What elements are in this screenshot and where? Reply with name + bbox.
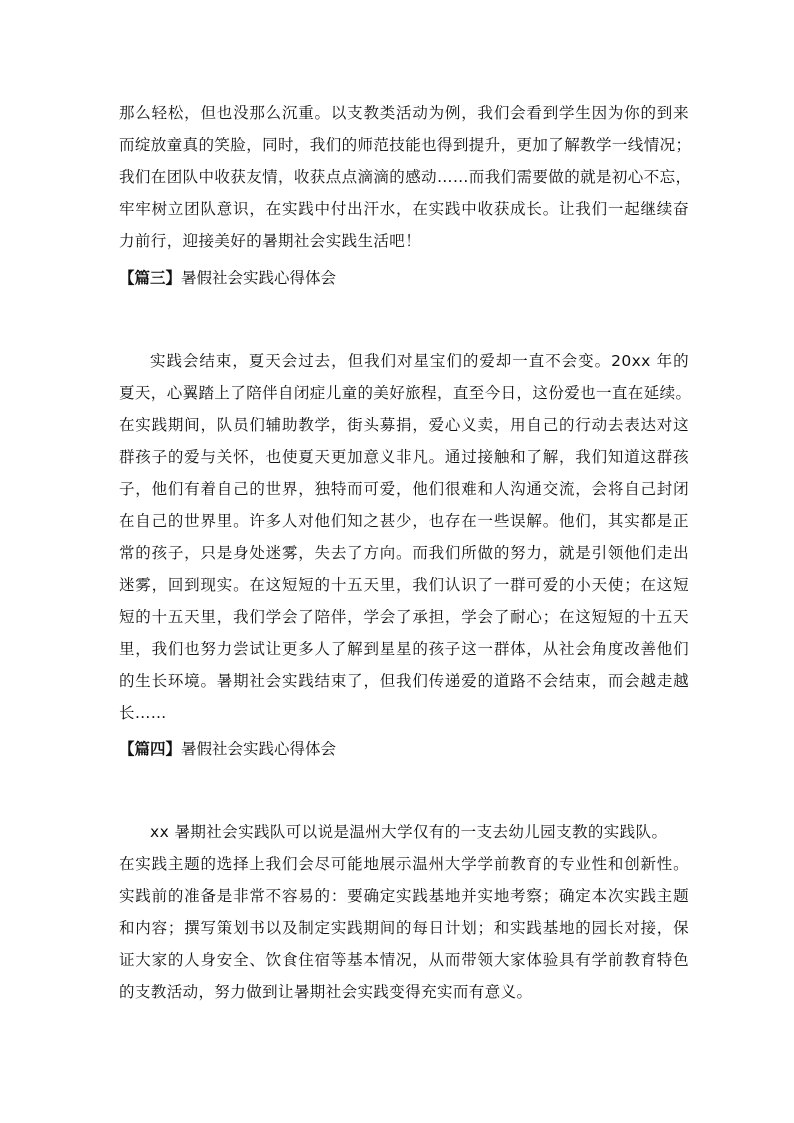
paragraph-line: 在实践期间，队员们辅助教学，街头募捐，爱心义卖，用自己的行动去表达对这 — [119, 416, 689, 434]
paragraph-line: 群孩子的爱与关怀，也使夏天更加意义非凡。通过接触和了解，我们知道这群孩 — [119, 448, 689, 466]
section-title: 暑假社会实践心得体会 — [181, 740, 337, 758]
section-tag: 【篇三】 — [119, 269, 182, 287]
paragraph-line: 短的十五天里，我们学会了陪伴，学会了承担，学会了耐心；在这短短的十五天 — [119, 608, 689, 626]
paragraph-line: 而绽放童真的笑脸，同时，我们的师范技能也得到提升，更加了解教学一线情况； — [119, 136, 692, 154]
section-title: 暑假社会实践心得体会 — [181, 269, 337, 287]
paragraph-line: 的生长环境。暑期社会实践结束了，但我们传递爱的道路不会结束，而会越走越 — [119, 672, 689, 690]
paragraph-line: 力前行，迎接美好的暑期社会实践生活吧！ — [119, 232, 422, 250]
intro-paragraph — [119, 97, 692, 257]
paragraph-line: 牢牢树立团队意识，在实践中付出汗水，在实践中收获成长。让我们一起继续奋 — [119, 200, 689, 218]
paragraph-line: 在实践主题的选择上我们会尽可能地展示温州大学学前教育的专业性和创新性。 — [119, 855, 689, 873]
paragraph-line: 子，他们有着自己的世界，独特而可爱，他们很难和人沟通交流，会将自己封闭 — [119, 480, 689, 498]
paragraph-line: 迷雾，回到现实。在这短短的十五天里，我们认识了一群可爱的小天使；在这短 — [119, 576, 689, 594]
paragraph-line: 的支教活动，努力做到让暑期社会实践变得充实而有意义。 — [119, 983, 533, 1001]
paragraph-line: 实践会结束，夏天会过去，但我们对星宝们的爱却一直不会变。20xx 年的 — [150, 352, 689, 370]
paragraph-line: xx 暑期社会实践队可以说是温州大学仅有的一支去幼儿园支教的实践队。 — [150, 823, 668, 841]
paragraph-line: 在自己的世界里。许多人对他们知之甚少，也存在一些误解。他们，其实都是正 — [119, 512, 689, 530]
paragraph-line: 证大家的人身安全、饮食住宿等基本情况，从而带领大家体验具有学前教育特色 — [119, 951, 689, 969]
paragraph-line: 那么轻松，但也没那么沉重。以支教类活动为例，我们会看到学生因为你的到来 — [119, 104, 689, 122]
paragraph-line: 和内容；撰写策划书以及制定实践期间的每日计划；和实践基地的园长对接，保 — [119, 919, 689, 937]
paragraph-line: 长…… — [119, 704, 167, 722]
paragraph-line: 常的孩子，只是身处迷雾，失去了方向。而我们所做的努力，就是引领他们走出 — [119, 544, 689, 562]
section-paragraph — [119, 816, 689, 1008]
paragraph-line: 里，我们也努力尝试让更多人了解到星星的孩子这一群体，从社会角度改善他们 — [119, 640, 689, 658]
paragraph-line: 我们在团队中收获友情，收获点点滴滴的感动……而我们需要做的就是初心不忘， — [119, 168, 692, 186]
paragraph-line: 夏天，心翼踏上了陪伴自闭症儿童的美好旅程，直至今日，这份爱也一直在延续。 — [119, 384, 692, 402]
section-heading — [119, 733, 689, 765]
paragraph-line: 实践前的准备是非常不容易的：要确定实践基地并实地考察；确定本次实践主题 — [119, 887, 689, 905]
section-tag: 【篇四】 — [119, 740, 182, 758]
section-heading — [119, 262, 689, 294]
section-paragraph — [119, 345, 692, 729]
